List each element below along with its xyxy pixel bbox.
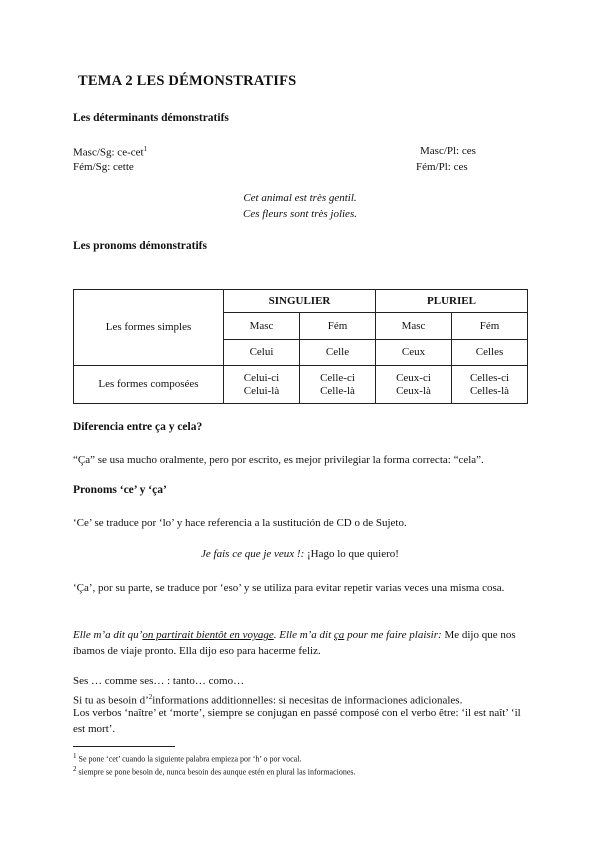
cell-ceux: Ceux <box>376 340 452 366</box>
fem-pl-text: Fém/Pl: ces <box>416 161 468 173</box>
footnote-ref-1: 1 <box>143 145 148 153</box>
cell-celui-ci: Celui-ci <box>243 371 280 384</box>
ca-cela-text: “Ça” se usa mucho oralmente, pero por escrito, es mejor privilegiar la forma correcta: “cela”. <box>73 454 484 466</box>
pronouns-table <box>73 289 528 404</box>
ca-text: ‘Ça’, por su parte, se traduce por ‘eso’ y se utiliza para evitar repetir varias veces una misma cosa. <box>73 582 505 594</box>
footnote-ref-2: 2 <box>148 693 153 701</box>
header-pl-fem: Fém <box>452 313 528 340</box>
header-sg-fem: Fém <box>300 313 376 340</box>
example-cet: Cet animal est très gentil. <box>243 192 357 204</box>
ca-example <box>73 627 533 659</box>
ca-example-fr-2: . Elle m’a dit <box>273 629 334 641</box>
header-singulier: SINGULIER <box>224 290 376 313</box>
label-composed-forms: Les formes composées <box>74 366 224 404</box>
ca-example-fr-1: Elle m’a dit qu’ <box>73 629 143 641</box>
cell-ceux-ci: Ceux-ci <box>396 371 431 384</box>
cell-celui-composed <box>224 366 300 404</box>
cell-celles-composed <box>452 366 528 404</box>
heading-pronouns: Les pronoms démonstratifs <box>73 240 207 252</box>
cell-ceux-composed <box>376 366 452 404</box>
cell-celles: Celles <box>452 340 528 366</box>
cell-celle: Celle <box>300 340 376 366</box>
cell-celles-la: Celles-là <box>469 384 510 397</box>
heading-ce-ca: Pronoms ‘ce’ y ‘ça’ <box>73 484 167 496</box>
masc-sg-line <box>73 145 147 159</box>
cell-ceux-la: Ceux-là <box>396 384 431 397</box>
note-ses-comme: Ses … comme ses… : tanto… como… <box>73 675 245 687</box>
note-besoin-a: Si tu as besoin d’ <box>73 694 149 707</box>
footnote-divider <box>73 746 175 747</box>
header-pluriel: PLURIEL <box>376 290 528 313</box>
note-verbs: Los verbos ‘naître’ et ‘morte’, siempre se conjugan en passé composé con el verbo être: ‘il est naît’ ‘il est mort’. <box>73 707 521 735</box>
cell-celle-ci: Celle-ci <box>320 371 355 384</box>
footnote-2-text: siempre se pone besoin de, nunca besoin des aunque estén en plural las informaciones. <box>76 767 356 777</box>
ce-example-es: ¡Hago lo que quiero! <box>304 548 399 560</box>
ce-example-fr: Je fais ce que je veux !: <box>201 548 305 560</box>
heading-ca-cela: Diferencia entre ça y cela? <box>73 421 203 433</box>
cell-celui: Celui <box>224 340 300 366</box>
header-pl-masc: Masc <box>376 313 452 340</box>
page-title: TEMA 2 LES DÉMONSTRATIFS <box>78 73 297 89</box>
ce-example <box>0 548 600 560</box>
masc-pl-text: Masc/Pl: ces <box>420 145 476 157</box>
example-ces: Ces fleurs sont très jolies. <box>243 208 357 220</box>
ca-example-es: Me dijo que nos íbamos de viaje pronto. Ella dijo eso para hacerme feliz. <box>73 629 516 657</box>
ca-example-underlined-2: ça <box>333 629 345 641</box>
footnote-2-number: 2 <box>73 765 77 773</box>
cell-celle-composed <box>300 366 376 404</box>
ce-text: ‘Ce’ se traduce por ‘lo’ y hace referencia a la sustitución de CD o de Sujeto. <box>73 517 407 529</box>
cell-celui-la: Celui-là <box>243 384 280 397</box>
fem-sg-text: Fém/Sg: cette <box>73 161 134 173</box>
heading-determinants: Les déterminants démonstratifs <box>73 112 229 124</box>
ca-example-underlined-1: on partirait bientôt en voyage <box>142 629 274 641</box>
footnote-1 <box>73 752 301 764</box>
ca-example-fr-3: pour me faire plaisir <box>344 629 439 641</box>
note-besoin-b: informations additionnelles: si necesitas de informaciones adicionales. <box>152 694 463 707</box>
footnote-2 <box>73 765 356 777</box>
cell-celle-la: Celle-là <box>320 384 355 397</box>
header-sg-masc: Masc <box>224 313 300 340</box>
footnote-1-text: Se pone ‘cet’ cuando la siguiente palabra empieza por ‘h’ o por vocal. <box>76 754 302 764</box>
cell-celles-ci: Celles-ci <box>469 371 510 384</box>
footnote-1-number: 1 <box>73 752 77 760</box>
masc-sg-text: Masc/Sg: ce-cet <box>73 146 144 159</box>
ca-example-colon: : <box>438 629 442 641</box>
label-simple-forms: Les formes simples <box>74 290 224 366</box>
